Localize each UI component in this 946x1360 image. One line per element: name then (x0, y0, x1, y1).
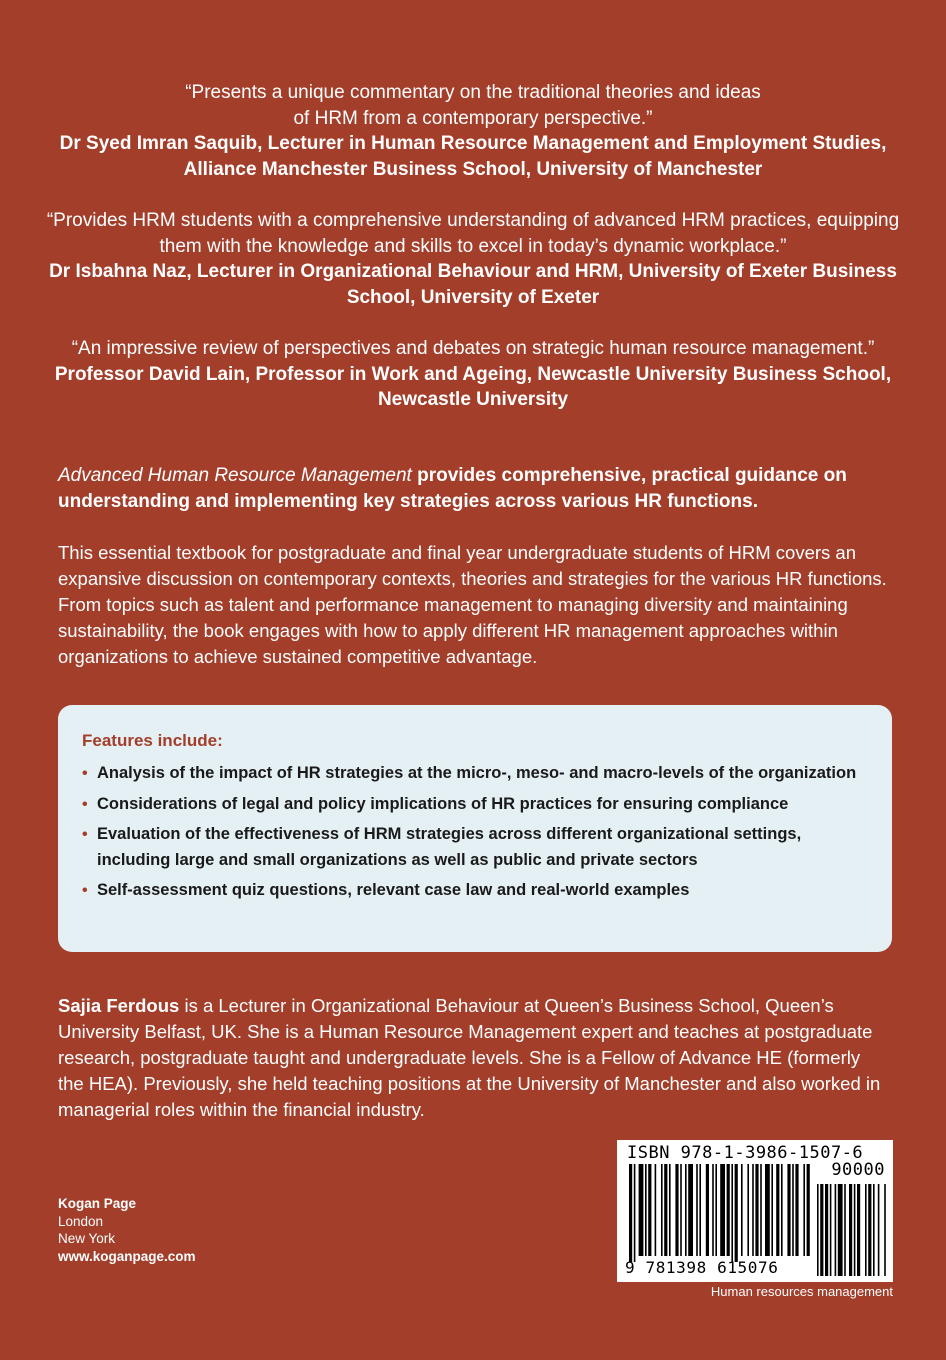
barcode-addon-bar (857, 1184, 860, 1276)
barcode-bar (755, 1164, 758, 1256)
barcode-addon-bar (868, 1184, 871, 1276)
features-title: Features include: (82, 731, 223, 750)
endorsement-attribution: Professor David Lain, Professor in Work and Ageing, Newcastle University Business School, Newcastle University (54, 363, 892, 410)
bullet-icon: • (82, 795, 88, 813)
barcode-bar (765, 1164, 770, 1256)
feature-item: • Self-assessment quiz questions, relevant case law and real-world examples (82, 878, 868, 904)
barcode-bar (735, 1164, 738, 1262)
barcode-bar (664, 1164, 667, 1256)
endorsement-quote: “An impressive review of perspectives and debates on strategic human resource management.” (71, 338, 875, 359)
barcode-bar (629, 1164, 632, 1262)
barcode-bar (634, 1164, 636, 1262)
barcode-addon-bar (865, 1184, 867, 1276)
feature-item: • Analysis of the impact of HR strategies at the micro-, meso- and macro-levels of the organization (82, 761, 868, 787)
barcode-bar (741, 1164, 743, 1256)
endorsement-1 (40, 80, 906, 182)
endorsement-2 (40, 208, 906, 310)
author-bio-text: is a Lecturer in Organizational Behaviour at Queen’s Business School, Queen’s University Belfast, UK. She is a Human Resource Management expert and teaches at postgraduate research, postgraduate taught and undergraduate levels. She is a Fellow of Advance HE (formerly the HEA). Previously, she held teaching positions at the University of Manchester and also worked in managerial roles within the financial industry. (58, 995, 881, 1120)
bullet-icon: • (82, 882, 88, 899)
description-paragraph: This essential textbook for postgraduate and final year undergraduate students of HRM covers an expansive discussion on contemporary contexts, theories and strategies for the various HR functions. From topics such as talent and performance management to managing diversity and maintaining sustainability, the book engages with how to apply different HR management approaches within organizations to achieve sustained competitive advantage. (58, 542, 887, 667)
barcode-addon-bar (849, 1184, 852, 1276)
barcode-bar (661, 1164, 663, 1256)
barcode-bar (807, 1164, 810, 1256)
endorsement-3 (40, 336, 906, 413)
barcode-addon-bar (854, 1184, 856, 1276)
barcode-addon-bar (825, 1184, 828, 1276)
publisher-block (58, 1195, 196, 1265)
barcode-addon-bar (878, 1184, 880, 1276)
barcode-bar (752, 1164, 754, 1256)
barcode-bar (712, 1164, 714, 1256)
barcode-addon-bar (844, 1184, 846, 1276)
barcode-bar (715, 1164, 717, 1256)
features-list (82, 761, 868, 904)
barcode-bar (648, 1164, 651, 1256)
endorsement-attribution: Dr Isbahna Naz, Lecturer in Organizational Behaviour and HRM, University of Exeter Business School, University of Exeter (49, 261, 897, 308)
bullet-icon: • (82, 765, 88, 782)
endorsement-quote: “Presents a unique commentary on the traditional theories and ideas of HRM from a contemporary perspective.” (185, 82, 761, 129)
bullet-icon: • (82, 826, 88, 843)
barcode (617, 1140, 893, 1282)
barcode-bar (645, 1164, 647, 1256)
barcode-addon-bar (838, 1184, 843, 1276)
ean-digits: 9 781398 615076 (625, 1258, 779, 1277)
barcode-bar (727, 1164, 730, 1256)
barcode-bar (781, 1164, 783, 1256)
barcode-bar (639, 1164, 644, 1256)
publisher-website[interactable]: www.koganpage.com (58, 1248, 196, 1264)
barcode-bar (655, 1164, 657, 1256)
barcode-bar (699, 1164, 701, 1256)
author-bio (58, 993, 888, 1123)
barcode-bar (776, 1164, 779, 1256)
barcode-bar (696, 1164, 698, 1256)
lead-paragraph (58, 463, 888, 515)
barcode-bar (706, 1164, 709, 1256)
price-code: 90000 (831, 1160, 885, 1180)
barcode-bar (787, 1164, 790, 1256)
book-title: Advanced Human Resource Management (58, 465, 412, 486)
barcode-addon-bar (820, 1184, 823, 1276)
endorsement-quote: “Provides HRM students with a comprehensive understanding of advanced HRM practices, equipping them with the knowledge and skills to excel in today’s dynamic workplace.” (46, 210, 900, 257)
barcode-bar (675, 1164, 678, 1256)
barcode-bar (688, 1164, 693, 1256)
author-name: Sajia Ferdous (58, 995, 180, 1016)
publisher-city: New York (58, 1231, 116, 1246)
barcode-bar (685, 1164, 687, 1256)
barcode-bar (795, 1164, 798, 1256)
barcode-bar (760, 1164, 762, 1256)
barcode-bar (731, 1164, 733, 1262)
publisher-name: Kogan Page (58, 1196, 137, 1211)
barcode-bar (792, 1164, 794, 1256)
barcode-bar (803, 1164, 805, 1256)
category-label: Human resources management (710, 1284, 893, 1299)
barcode-bar (680, 1164, 682, 1256)
barcode-bar (669, 1164, 671, 1256)
lead-text: provides comprehensive, practical guidance on understanding and implementing key strategies across various HR functions. (58, 465, 847, 512)
barcode-addon-bar (817, 1184, 819, 1276)
barcode-bar (720, 1164, 725, 1256)
barcode-bar (771, 1164, 773, 1256)
barcode-addon-bar (835, 1184, 837, 1276)
features-box (58, 705, 892, 952)
barcode-addon-bar (830, 1184, 832, 1276)
feature-item: • Considerations of legal and policy implications of HR practices for ensuring compliance (82, 792, 868, 818)
barcode-addon-bar (884, 1184, 886, 1276)
barcode-addon-bar (873, 1184, 875, 1276)
barcode-bar (747, 1164, 749, 1256)
publisher-city: London (58, 1213, 104, 1229)
endorsement-attribution: Dr Syed Imran Saquib, Lecturer in Human Resource Management and Employment Studies, Alliance Manchester Business School, University of Manchester (59, 133, 887, 180)
feature-item: • Evaluation of the effectiveness of HRM strategies across different organizational settings, including large and small organizations as well as public and private sectors (82, 822, 868, 873)
isbn-label: ISBN 978-1-3986-1507-6 (627, 1143, 864, 1163)
